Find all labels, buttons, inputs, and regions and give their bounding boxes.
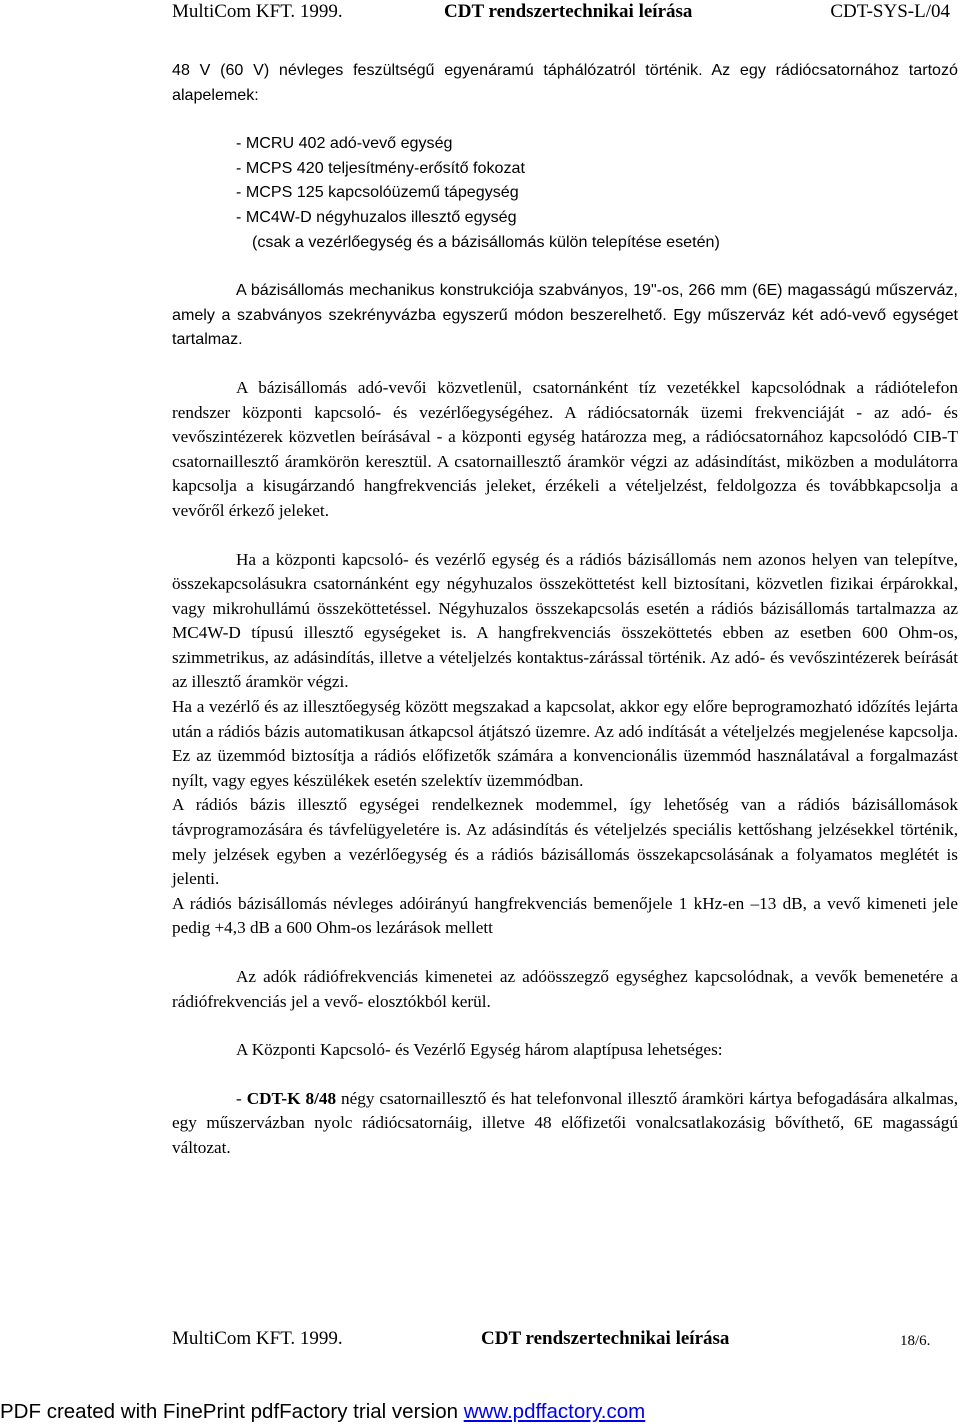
paragraph-cdt-k [172,1087,958,1161]
list-item: - MCPS 420 teljesítmény-erősítő fokozat [236,158,525,177]
banner-text: PDF created with FinePrint pdfFactory trial version [0,1400,464,1423]
header-doc-code: CDT-SYS-L/04 [830,1,950,22]
page-number: 18/6. [900,1333,931,1349]
paragraph-modem: A rádiós bázis illesztő egységei rendelkeznek modemmel, így lehetőség van a rádiós bázisállomások távprogramozására és távfelügyeletére is. Az adásindítás és vételjelzés speciális kettőshang jelzésekkel történik, mely jelzések egyben a vezérlőegység és a rádiós bázisállomás összekapcsolásának a folyamatos meglétét is jelenti. [172,795,958,889]
document-body [172,58,958,1161]
footer-title: CDT rendszertechnikai leírása [481,1328,730,1349]
type-prefix: - [236,1088,247,1108]
footer-company: MultiCom KFT. 1999. [172,1328,343,1349]
paragraph-power-supply: 48 V (60 V) névleges feszültségű egyenáramú táphálózatról történik. Az egy rádiócsatornához tartozó alapelemek: [172,61,958,104]
component-list [172,131,958,254]
header-company: MultiCom KFT. 1999. [172,1,343,22]
paragraph-rf-outputs: Az adók rádiófrekvenciás kimenetei az adóösszegző egységhez kapcsolódnak, a vevők bemenetére a rádiófrekvenciás jel a vevő- elosztókból kerül. [172,967,958,1011]
paragraph-unit-types: A Központi Kapcsoló- és Vezérlő Egység három alaptípusa lehetséges: [236,1040,723,1060]
paragraph-mechanical: A bázisállomás mechanikus konstrukciója szabványos, 19"-os, 266 mm (6E) magasságú műszerváz, amely a szabványos szekrényvázba egyszerű módon beszerelhető. Egy műszerváz két adó-vevő egységet tartalmaz. [172,281,958,349]
model-name: CDT-K 8/48 [246,1088,337,1108]
paragraph-transceivers: A bázisállomás adó-vevői közvetlenül, csatornánként tíz vezetékkel kapcsolódnak a rádiótelefon rendszer központi kapcsoló- és vezérlőegységéhez. A rádiócsatornák üzemi frekvenciáját - az adó- és vevőszintézerek közvetlen beírásával - a központi egység határozza meg, a rádiócsatornához kapcsolódó CIB-T csatornaillesztő áramkörön keresztül. A csatornaillesztő áramkör végzi az adásindítást, miközben a modulátorra kapcsolja a kisugárzandó hangfrekvenciás jeleket, érzékeli a vételjelzést, feldolgozza és továbbkapcsolja a vevőről érkező jeleket. [172,377,958,520]
model-description: négy csatornaillesztő és hat telefonvonal illesztő áramköri kártya befogadására alkalmas, egy műszervázban nyolc rádiócsatornáig, illetve 48 előfizetői vonalcsatlakozásig bővíthető, 6E magasságú változat. [172,1088,958,1157]
page-header [172,0,952,26]
pdf-trial-banner [0,1398,960,1426]
paragraph-remote-install: Ha a központi kapcsoló- és vezérlő egység és a rádiós bázisállomás nem azonos helyen van telepítve, összekapcsolásukra csatornánként egy négyhuzalos összeköttetést kell biztosítani, közvetlen fizikai érpárokkal, vagy mikrohullámú összeköttetéssel. Négyhuzalos összekapcsolás esetén a rádiós bázisállomás tartalmazza az MC4W-D típusú illesztő egységeket is. A hangfrekvenciás összeköttetés ebben az esetben 600 Ohm-os, szimmetrikus, az adásindítás, illetve a vételjelzés kontaktus-zárással történik. Az adó- és vevőszintézerek beírását az illesztő áramkör végzi. [172,549,958,692]
paragraph-levels: A rádiós bázisállomás névleges adóirányú hangfrekvenciás bemenőjele 1 kHz-en –13 dB, a vevő kimeneti jele pedig +4,3 dB a 600 Ohm-os lezárások mellett [172,893,958,938]
page-footer [172,1326,952,1354]
list-item: - MCPS 125 kapcsolóüzemű tápegység [236,183,519,202]
list-item: - MCRU 402 adó-vevő egység [236,134,453,153]
paragraph-failover: Ha a vezérlő és az illesztőegység között megszakad a kapcsolat, akkor egy előre beprogramozható időzítés lejárta után a rádiós bázis automatikusan átkapcsol átjátszó üzemre. Az adó indítását a vételjelzés megjelenése kapcsolja. Ez az üzemmód biztosítja a rádiós előfizetők számára a konvencionális üzemmód használatával a forgalmazást nyílt, vagy egyes készülékek esetén szelektív üzemmódban. [172,697,958,790]
header-title: CDT rendszertechnikai leírása [444,1,693,22]
list-item-note: (csak a vezérlőegység és a bázisállomás külön telepítése esetén) [252,232,720,251]
list-item: - MC4W-D négyhuzalos illesztő egység [236,207,517,226]
pdffactory-link[interactable]: www.pdffactory.com [463,1400,646,1423]
